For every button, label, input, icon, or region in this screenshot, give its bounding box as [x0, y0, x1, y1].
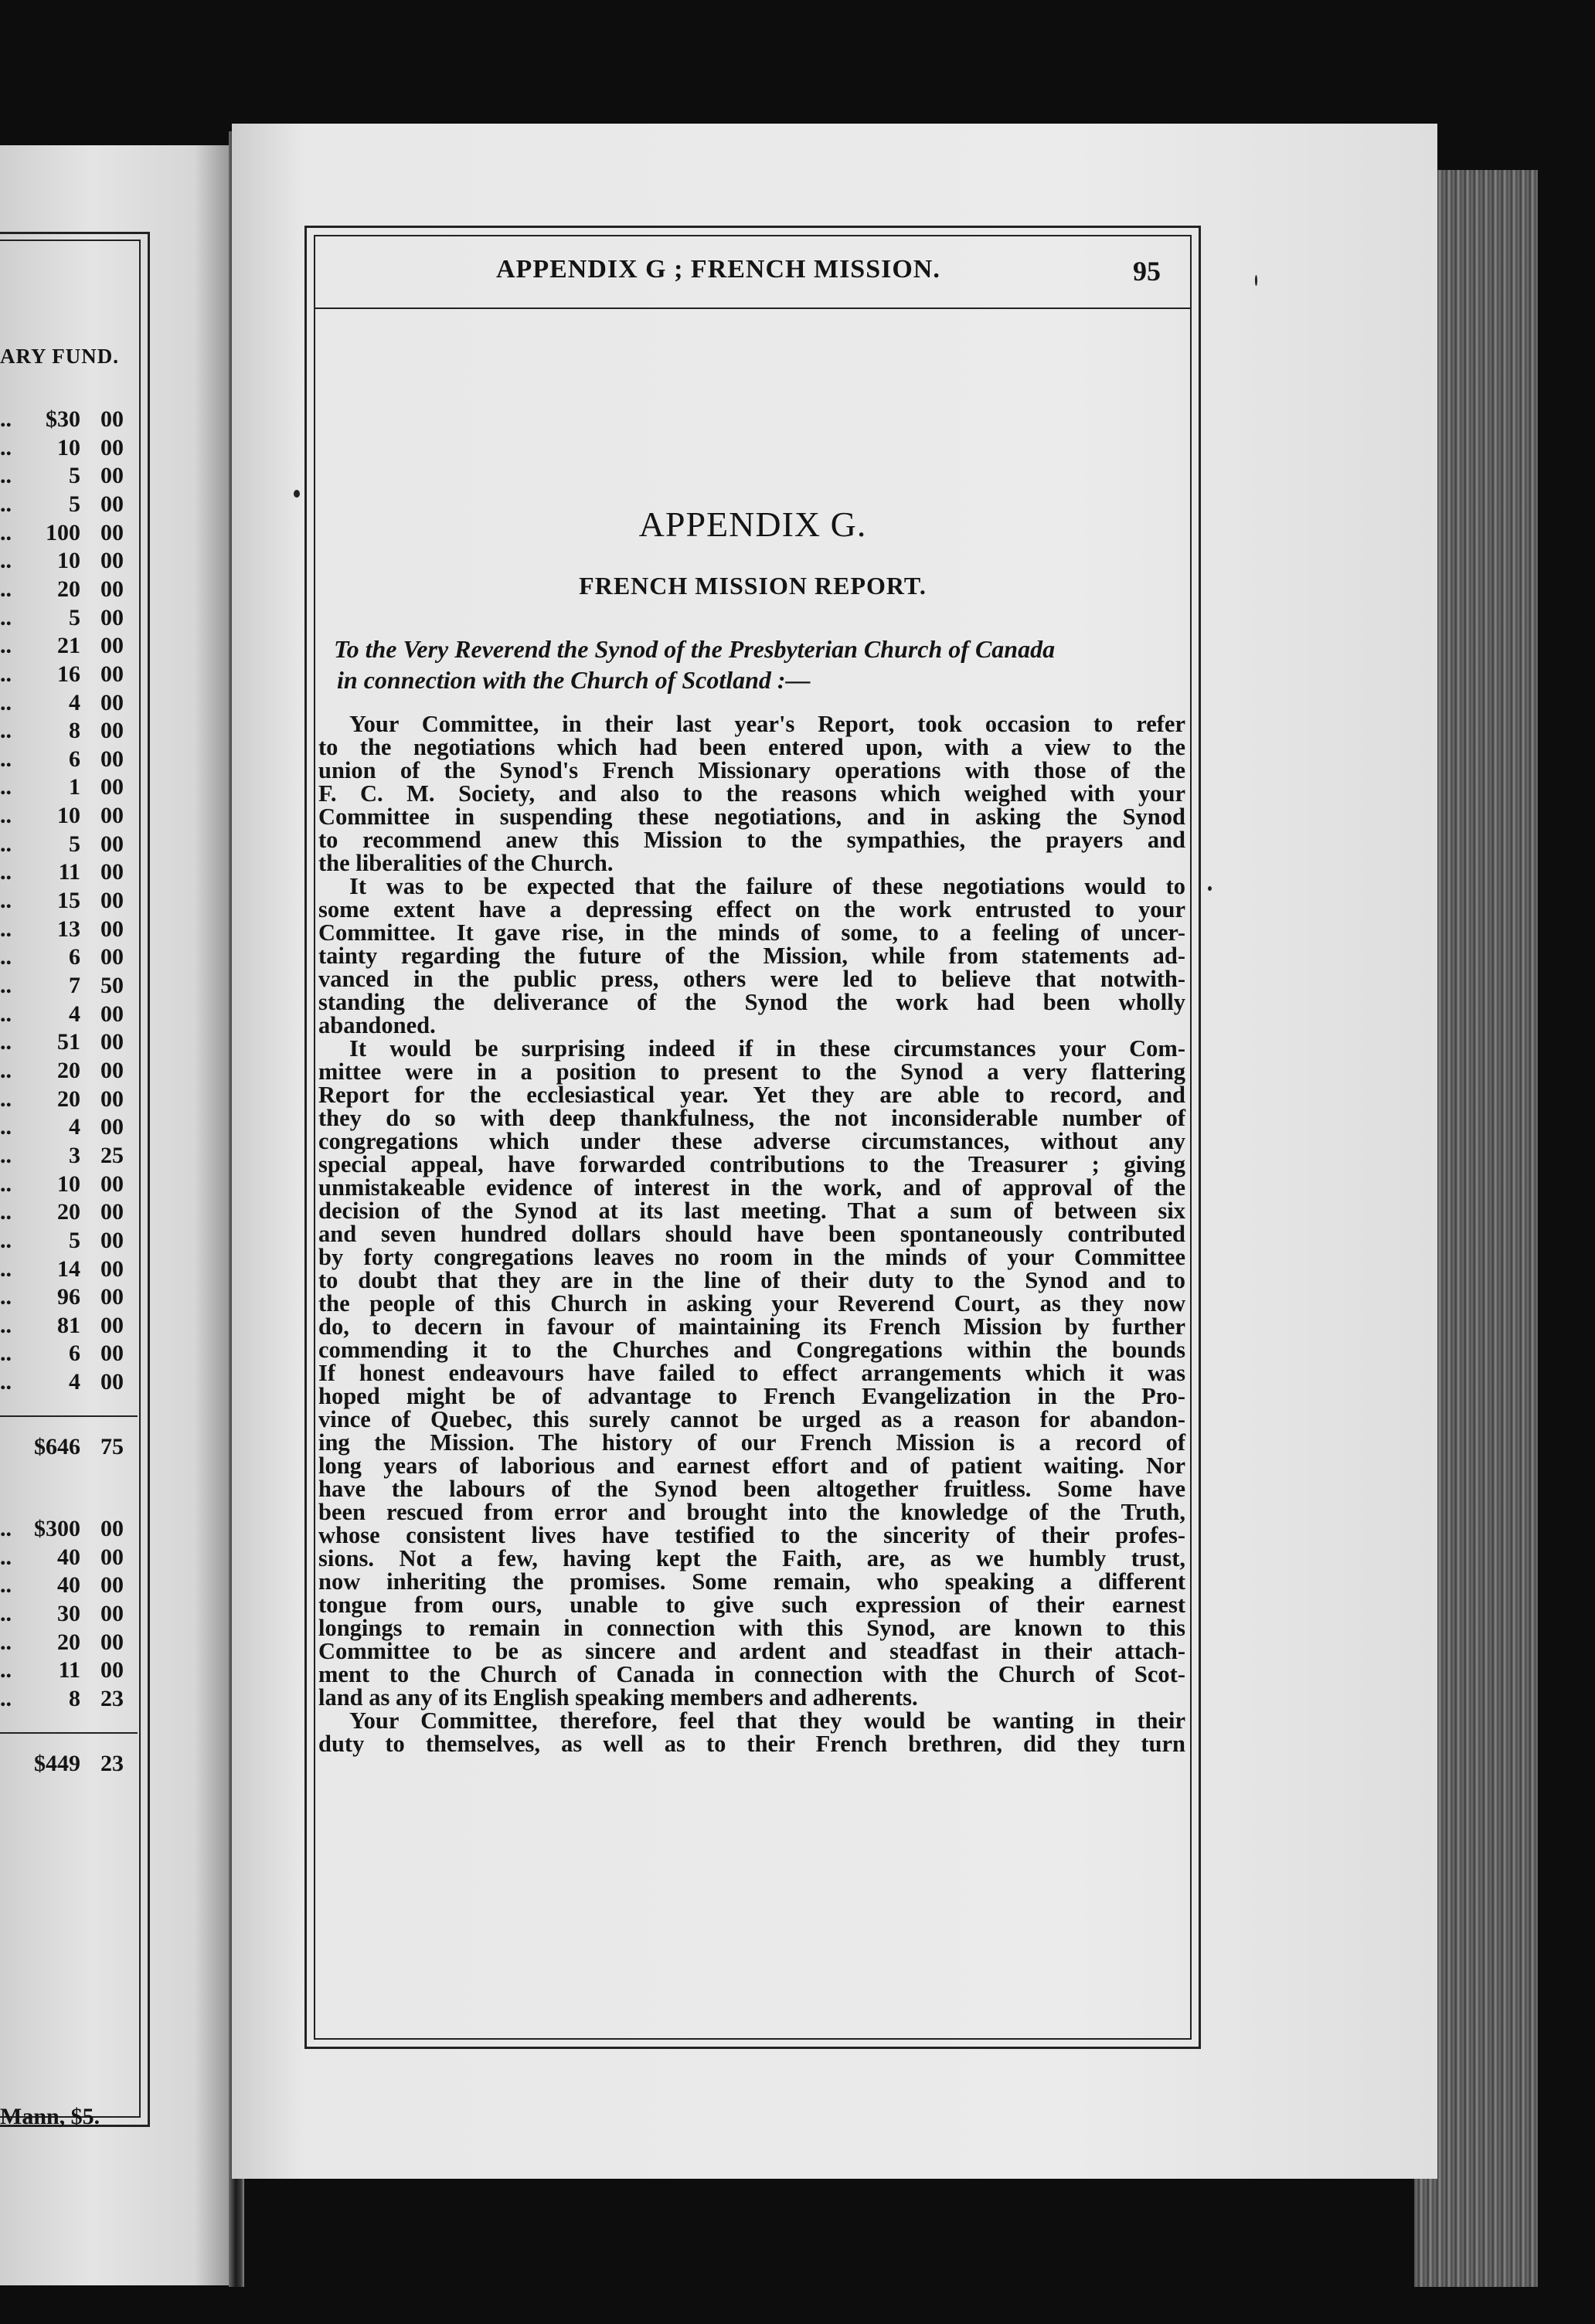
- leader-dots: ..: [0, 888, 12, 914]
- leader-dots: ..: [0, 604, 12, 630]
- amount-row: [0, 1114, 124, 1142]
- amount-cents: 00: [100, 859, 124, 885]
- amount-row: [0, 661, 124, 689]
- amount-cents: 00: [100, 803, 124, 829]
- amount-dollars: 5: [69, 1227, 80, 1253]
- report-line: and seven hundred dollars should have been spontaneously contributed: [318, 1221, 1185, 1247]
- leader-dots: ..: [0, 1685, 12, 1711]
- amount-cents: 00: [100, 604, 124, 630]
- leader-dots: ..: [0, 1369, 12, 1395]
- running-title: APPENDIX G ; FRENCH MISSION.: [496, 255, 940, 284]
- report-line: Committee. It gave rise, in the minds of some, to a feeling of uncer-: [318, 919, 1185, 946]
- amount-row: [0, 1340, 124, 1368]
- amount-dollars: 8: [69, 1685, 80, 1711]
- amount-dollars: 20: [57, 1086, 80, 1112]
- amount-cents: 00: [100, 888, 124, 914]
- report-line: Your Committee, in their last year's Report, took occasion to refer: [349, 711, 1185, 737]
- leader-dots: ..: [0, 859, 12, 885]
- leader-dots: ..: [0, 1029, 12, 1055]
- amount-cents: 00: [100, 1086, 124, 1112]
- amount-dollars: 20: [57, 1629, 80, 1655]
- amount-cents: 00: [100, 633, 124, 659]
- report-line: It was to be expected that the failure of these negotiations would to: [349, 873, 1185, 899]
- amount-dollars: 4: [69, 1114, 80, 1140]
- amount-dollars: 96: [57, 1284, 80, 1310]
- amount-row: [0, 690, 124, 718]
- amount-row: [0, 1256, 124, 1284]
- report-line: vanced in the public press, others were led to believe that notwith-: [318, 966, 1185, 992]
- report-line: sions. Not a few, having kept the Faith, are, as we humbly trust,: [318, 1545, 1185, 1571]
- report-line: It would be surprising indeed if in these circumstances your Com-: [349, 1035, 1185, 1062]
- leader-dots: ..: [0, 1340, 12, 1367]
- leader-dots: ..: [0, 491, 12, 517]
- report-line: now inheriting the promises. Some remain, who speaking a different: [318, 1568, 1185, 1595]
- amount-row: [0, 633, 124, 661]
- report-line: long years of laborious and earnest effort and of patient waiting. Nor: [318, 1452, 1185, 1479]
- report-line: Committee to be as sincere and ardent and steadfast in their attach-: [318, 1638, 1185, 1664]
- leader-dots: ..: [0, 548, 12, 574]
- leader-dots: ..: [0, 406, 12, 432]
- report-line: Your Committee, therefore, feel that they would be wanting in their: [349, 1707, 1185, 1734]
- page-number: 95: [1133, 256, 1161, 287]
- amount-cents: 00: [100, 1657, 124, 1684]
- report-line: special appeal, have forwarded contributions to the Treasurer ; giving: [318, 1151, 1185, 1177]
- amount-dollars: 11: [58, 859, 80, 885]
- amount-cents: 00: [100, 1369, 124, 1395]
- report-line: the people of this Church in asking your Reverend Court, as they now: [318, 1290, 1185, 1317]
- amount-row: [0, 491, 124, 519]
- amount-row: [0, 1572, 124, 1600]
- salutation: [334, 634, 1168, 695]
- amount-cents: 00: [100, 944, 124, 970]
- amount-row: [0, 1171, 124, 1199]
- amount-dollars: 11: [58, 1657, 80, 1684]
- report-line: duty to themselves, as well as to their French brethren, did they turn: [318, 1731, 1185, 1757]
- amount-cents: 00: [100, 491, 124, 517]
- report-line: tainty regarding the future of the Mission, while from statements ad-: [318, 943, 1185, 969]
- amount-dollars: 20: [57, 1199, 80, 1225]
- report-line: longings to remain in connection with this Synod, are known to this: [318, 1615, 1185, 1641]
- report-line: decision of the Synod at its last meeting. That a sum of between six: [318, 1198, 1185, 1224]
- report-line: Report for the ecclesiastical year. Yet they are able to record, and: [318, 1082, 1185, 1108]
- report-line: If honest endeavours have failed to effect arrangements which it was: [318, 1360, 1185, 1386]
- leader-dots: ..: [0, 633, 12, 659]
- amount-row: [0, 944, 124, 972]
- amount-row: [0, 1199, 124, 1227]
- amount-cents: 00: [100, 831, 124, 857]
- amount-row: [0, 831, 124, 859]
- amount-dollars: $646: [34, 1434, 80, 1459]
- amount-cents: 00: [100, 1629, 124, 1655]
- report-line: ing the Mission. The history of our French Mission is a record of: [318, 1429, 1185, 1456]
- amount-cents: 00: [100, 1057, 124, 1083]
- amount-cents: 00: [100, 1516, 124, 1541]
- amount-cents: 00: [100, 1544, 124, 1570]
- report-line: mittee were in a position to present to the Synod a very flattering: [318, 1058, 1185, 1085]
- amount-dollars: 21: [57, 633, 80, 659]
- appendix-heading: APPENDIX G.: [638, 505, 867, 544]
- amount-row: [0, 1029, 124, 1057]
- leader-dots: ..: [0, 576, 12, 602]
- amount-dollars: 10: [57, 434, 80, 460]
- amount-dollars: $300: [34, 1516, 80, 1541]
- amount-dollars: 4: [69, 1369, 80, 1395]
- amount-row: [0, 1284, 124, 1312]
- amount-row: [0, 1369, 124, 1397]
- report-line: do, to decern in favour of maintaining its French Mission by further: [318, 1313, 1185, 1340]
- amount-row: [0, 1086, 124, 1114]
- amount-cents: 00: [100, 1312, 124, 1338]
- report-line: whose consistent lives have testified to the sincerity of their profes-: [318, 1522, 1185, 1548]
- leader-dots: ..: [0, 1227, 12, 1253]
- amount-dollars: $30: [46, 406, 80, 432]
- leader-dots: ..: [0, 661, 12, 687]
- amount-dollars: 40: [57, 1572, 80, 1599]
- report-line: tongue from ours, unable to give such expression of their earnest: [318, 1592, 1185, 1618]
- amount-dollars: 5: [69, 491, 80, 517]
- leader-dots: ..: [0, 1170, 12, 1197]
- report-line: been rescued from error and brought into the knowledge of the Truth,: [318, 1499, 1185, 1525]
- leader-dots: ..: [0, 1629, 12, 1655]
- amount-dollars: 13: [57, 916, 80, 942]
- running-head-rule: [314, 307, 1192, 309]
- amount-cents: 00: [100, 548, 124, 574]
- amount-cents: 00: [100, 406, 124, 432]
- leader-dots: ..: [0, 746, 12, 772]
- amount-cents: 00: [100, 1114, 124, 1140]
- report-line: to recommend anew this Mission to the sympathies, the prayers and: [318, 827, 1185, 853]
- leader-dots: ..: [0, 1255, 12, 1282]
- scan-speck: [1255, 275, 1257, 286]
- amount-row: [0, 520, 124, 548]
- amount-row: [0, 888, 124, 916]
- amount-dollars: 5: [69, 604, 80, 630]
- amount-dollars: 51: [57, 1029, 80, 1055]
- leader-dots: ..: [0, 916, 12, 942]
- amount-cents: 00: [100, 689, 124, 715]
- amount-cents: 00: [100, 1199, 124, 1225]
- leader-dots: ..: [0, 463, 12, 489]
- leader-dots: ..: [0, 1284, 12, 1310]
- amount-row: [0, 916, 124, 944]
- report-heading: FRENCH MISSION REPORT.: [579, 572, 927, 600]
- report-body: [318, 712, 1185, 1755]
- leader-dots: ..: [0, 1142, 12, 1168]
- amount-dollars: 15: [57, 888, 80, 914]
- amount-cents: 00: [100, 1284, 124, 1310]
- amount-row: [0, 463, 124, 491]
- amount-row: [0, 548, 124, 576]
- amount-dollars: 10: [57, 548, 80, 574]
- amount-cents: 00: [100, 1255, 124, 1282]
- amount-dollars: 8: [69, 718, 80, 744]
- amount-dollars: 20: [57, 1057, 80, 1083]
- report-line: the liberalities of the Church.: [318, 850, 614, 876]
- amount-dollars: 4: [69, 1001, 80, 1027]
- sum-rule: [0, 1415, 138, 1417]
- amount-row: [0, 435, 124, 463]
- amount-cents: 00: [100, 576, 124, 602]
- amount-dollars: 30: [57, 1600, 80, 1626]
- salutation-line: in connection with the Church of Scotland :—: [337, 666, 811, 694]
- amount-row: [0, 1143, 124, 1170]
- leader-dots: ..: [0, 1001, 12, 1027]
- amount-dollars: 20: [57, 576, 80, 602]
- amount-row: [0, 1686, 124, 1714]
- amount-dollars: 81: [57, 1312, 80, 1338]
- leader-dots: ..: [0, 1312, 12, 1338]
- amount-row: [0, 1516, 124, 1544]
- amount-dollars: 100: [46, 519, 80, 545]
- amount-row: [0, 1001, 124, 1029]
- amount-cents: 00: [100, 718, 124, 744]
- amount-dollars: 40: [57, 1544, 80, 1570]
- report-line: by forty congregations leaves no room in the minds of your Committee: [318, 1244, 1185, 1270]
- salutation-line: To the Very Reverend the Synod of the Presbyterian Church of Canada: [334, 635, 1056, 663]
- report-line: vince of Quebec, this surely cannot be urged as a reason for abandon-: [318, 1406, 1185, 1432]
- amount-row: [0, 1657, 124, 1685]
- amount-cents: 00: [100, 1029, 124, 1055]
- leader-dots: ..: [0, 434, 12, 460]
- amount-dollars: 6: [69, 1340, 80, 1367]
- amount-dollars: $449: [34, 1751, 80, 1776]
- amount-cents: 00: [100, 661, 124, 687]
- leader-dots: ..: [0, 689, 12, 715]
- report-line: to the negotiations which had been entered upon, with a view to the: [318, 734, 1185, 760]
- amount-cents: 00: [100, 746, 124, 772]
- amount-dollars: 3: [69, 1142, 80, 1168]
- amount-cents: 75: [100, 1434, 124, 1459]
- leader-dots: ..: [0, 1199, 12, 1225]
- amount-row: [0, 718, 124, 746]
- amount-cents: 00: [100, 1227, 124, 1253]
- amount-dollars: 14: [57, 1255, 80, 1282]
- report-line: unmistakeable evidence of interest in the work, and of approval of the: [318, 1174, 1185, 1201]
- amount-row: [0, 746, 124, 774]
- leader-dots: ..: [0, 1572, 12, 1599]
- report-line: commending it to the Churches and Congregations within the bounds: [318, 1337, 1185, 1363]
- leader-dots: ..: [0, 1544, 12, 1570]
- amount-total-row: [0, 1434, 124, 1462]
- report-line: Committee in suspending these negotiations, and in asking the Synod: [318, 804, 1185, 830]
- left-page: [0, 145, 229, 2285]
- report-line: land as any of its English speaking members and adherents.: [318, 1684, 918, 1711]
- report-line: congregations which under these adverse circumstances, without any: [318, 1128, 1185, 1154]
- amount-cents: 50: [100, 973, 124, 998]
- leader-dots: ..: [0, 973, 12, 998]
- report-line: abandoned.: [318, 1012, 436, 1038]
- leader-dots: ..: [0, 774, 12, 800]
- scan-speck: [294, 490, 300, 498]
- amount-row: [0, 1228, 124, 1255]
- amount-row: [0, 406, 124, 434]
- amount-cents: 00: [100, 434, 124, 460]
- left-column-heading: ARY FUND.: [0, 345, 120, 368]
- amount-row: [0, 1313, 124, 1340]
- report-line: have the labours of the Synod been altogether fruitless. Some have: [318, 1476, 1185, 1502]
- amount-total-row: [0, 1751, 124, 1779]
- amount-cents: 23: [100, 1751, 124, 1776]
- amount-dollars: 1: [69, 774, 80, 800]
- amount-dollars: 10: [57, 803, 80, 829]
- amount-row: [0, 803, 124, 831]
- leader-dots: ..: [0, 831, 12, 857]
- amount-row: [0, 774, 124, 802]
- leader-dots: ..: [0, 944, 12, 970]
- leader-dots: ..: [0, 1516, 12, 1541]
- amount-dollars: 5: [69, 463, 80, 489]
- amount-row: [0, 605, 124, 633]
- leader-dots: ..: [0, 803, 12, 829]
- amount-cents: 00: [100, 1170, 124, 1197]
- amount-row: [0, 1058, 124, 1086]
- report-line: they do so with deep thankfulness, the not inconsiderable number of: [318, 1105, 1185, 1131]
- amount-dollars: 5: [69, 831, 80, 857]
- report-line: F. C. M. Society, and also to the reasons which weighed with your: [318, 780, 1185, 807]
- amount-dollars: 16: [57, 661, 80, 687]
- amount-cents: 25: [100, 1142, 124, 1168]
- amount-cents: 00: [100, 1340, 124, 1367]
- scan-speck: [1208, 886, 1212, 891]
- amount-cents: 00: [100, 463, 124, 489]
- amount-cents: 23: [100, 1685, 124, 1711]
- leader-dots: ..: [0, 519, 12, 545]
- leader-dots: ..: [0, 1057, 12, 1083]
- amount-row: [0, 973, 124, 1001]
- amount-dollars: 6: [69, 746, 80, 772]
- report-line: ment to the Church of Canada in connection with the Church of Scot-: [318, 1661, 1185, 1687]
- report-line: some extent have a depressing effect on the work entrusted to your: [318, 896, 1185, 922]
- amount-dollars: 7: [69, 973, 80, 998]
- amount-cents: 00: [100, 1572, 124, 1599]
- report-line: hoped might be of advantage to French Evangelization in the Pro-: [318, 1383, 1185, 1409]
- amount-row: [0, 576, 124, 604]
- amount-dollars: 10: [57, 1170, 80, 1197]
- amount-row: [0, 1629, 124, 1657]
- amount-cents: 00: [100, 519, 124, 545]
- leader-dots: ..: [0, 718, 12, 744]
- report-line: to doubt that they are in the line of their duty to the Synod and to: [318, 1267, 1185, 1293]
- leader-dots: ..: [0, 1600, 12, 1626]
- left-footnote: Mann, $5.: [0, 2104, 100, 2129]
- leader-dots: ..: [0, 1086, 12, 1112]
- amount-dollars: 4: [69, 689, 80, 715]
- amount-cents: 00: [100, 1600, 124, 1626]
- amount-cents: 00: [100, 916, 124, 942]
- report-line: standing the deliverance of the Synod the work had been wholly: [318, 989, 1185, 1015]
- leader-dots: ..: [0, 1657, 12, 1684]
- leader-dots: ..: [0, 1114, 12, 1140]
- amount-row: [0, 1601, 124, 1629]
- sum-rule: [0, 1732, 138, 1734]
- amount-cents: 00: [100, 774, 124, 800]
- amount-dollars: 6: [69, 944, 80, 970]
- amount-row: [0, 1544, 124, 1572]
- amount-cents: 00: [100, 1001, 124, 1027]
- report-line: union of the Synod's French Missionary operations with those of the: [318, 757, 1185, 783]
- running-head: [314, 255, 1192, 294]
- amount-row: [0, 859, 124, 887]
